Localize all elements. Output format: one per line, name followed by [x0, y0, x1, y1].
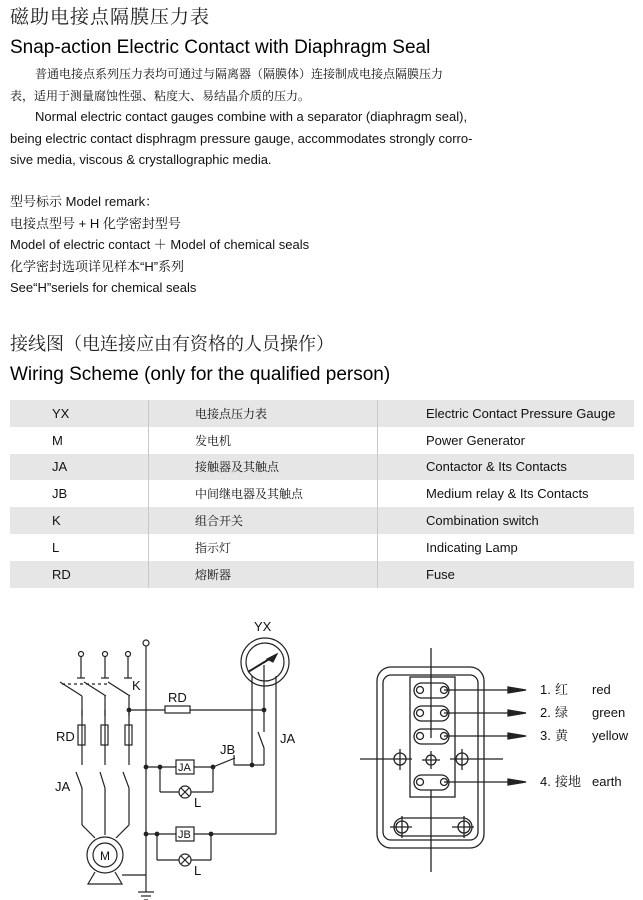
terminal-block-diagram — [350, 640, 643, 880]
cell-en: Contactor & Its Contacts — [378, 454, 635, 481]
fuses-rd — [78, 710, 132, 765]
cell-en: Medium relay & Its Contacts — [426, 486, 589, 502]
terminal-color-cn: 绿 — [555, 705, 569, 720]
intro-en-line: being electric contact disphragm pressure gauge, accommodates strongly corro- — [10, 130, 473, 146]
legend-table — [10, 400, 634, 588]
label-rd-left: RD — [56, 729, 75, 744]
model-remark-heading: 型号标示 Model remark： — [10, 194, 159, 209]
table-row — [10, 400, 634, 427]
intro-en-line: Normal electric contact gauges combine with a separator (diaphragm seal), — [35, 109, 468, 124]
bus-terminal — [143, 640, 149, 646]
page-title-cn: 磁助电接点隔膜压力表 — [10, 6, 211, 28]
cell-cn: 接触器及其触点 — [149, 454, 378, 481]
model-remark — [10, 191, 309, 299]
label-l1: L — [194, 795, 202, 810]
label-ja-left: JA — [55, 779, 71, 794]
label-jb-box: JB — [178, 829, 191, 841]
terminal-number: 4. — [540, 774, 551, 789]
wiring-diagram — [40, 610, 310, 900]
cell-cn: 电接点压力表 — [149, 400, 378, 427]
combination-switch-k — [60, 682, 130, 716]
cell-en: Power Generator — [426, 432, 525, 448]
label-ja-right: JA — [280, 731, 296, 746]
cell-en: Electric Contact Pressure Gauge — [378, 400, 635, 427]
table-row — [10, 534, 634, 561]
cell-code: K — [10, 507, 149, 534]
ground-icon — [138, 892, 154, 900]
page-title-en: Snap-action Electric Contact with Diaphragm Seal — [10, 37, 431, 58]
contactor-contacts-ja — [76, 772, 129, 838]
cell-cn: 熔断器 — [149, 561, 378, 588]
intro-cn — [10, 64, 640, 107]
terminal-color-cn: 红 — [555, 682, 569, 697]
cell-code: L — [10, 534, 149, 561]
model-line: 电接点型号 + H 化学密封型号 — [10, 215, 181, 231]
cell-cn: 组合开关 — [149, 507, 378, 534]
cell-cn: 发电机 — [149, 427, 378, 454]
label-k: K — [132, 678, 141, 693]
cell-code: JB — [10, 480, 149, 507]
label-jb: JB — [220, 742, 236, 757]
cell-code: JA — [10, 454, 149, 481]
relay-row-jb — [144, 827, 276, 866]
cell-cn: 指示灯 — [149, 534, 378, 561]
wire-arrows — [444, 687, 526, 785]
table-row — [10, 480, 634, 507]
terminal-color-cn: 黄 — [555, 728, 569, 743]
terminal-color-en: yellow — [592, 728, 629, 743]
label-m: M — [100, 849, 110, 863]
cell-code: YX — [10, 400, 149, 427]
label-yx: YX — [254, 619, 272, 634]
terminal-number: 2. — [540, 705, 551, 720]
wiring-heading-cn: 接线图（电连接应由有资格的人员操作） — [10, 334, 334, 355]
cell-code: M — [10, 427, 149, 454]
label-l2: L — [194, 863, 202, 878]
model-line: Model of electric contact ＋ Model of chemical seals — [10, 237, 310, 252]
terminal-color-en: green — [592, 705, 626, 720]
cell-en: Fuse — [378, 561, 635, 588]
terminal-number: 3. — [540, 728, 551, 743]
model-line: 化学密封选项详见样本“H”系列 — [10, 258, 185, 274]
cell-en: Indicating Lamp — [426, 539, 518, 555]
phase-terminals — [77, 652, 132, 679]
relay-row-ja — [144, 755, 252, 798]
terminal-color-en: red — [592, 682, 611, 697]
label-ja-box: JA — [178, 762, 191, 774]
cell-code: RD — [10, 561, 149, 588]
cell-en: Combination switch — [378, 507, 635, 534]
table-row — [10, 561, 634, 588]
wiring-heading-en: Wiring Scheme (only for the qualified person) — [10, 364, 391, 385]
model-line: See“H”seriels for chemical seals — [10, 280, 197, 295]
intro-cn-line: 表，适用于测量腐蚀性强、粘度大、易结晶介质的压力。 — [10, 88, 311, 103]
terminal-color-en: earth — [592, 774, 622, 789]
table-row — [10, 454, 634, 481]
terminal-color-cn: 接地 — [555, 774, 582, 789]
table-row — [10, 427, 634, 454]
fuse-rd-top — [165, 706, 190, 713]
label-rd-top: RD — [168, 690, 187, 705]
intro-cn-line: 普通电接点系列压力表均可通过与隔离器（隔膜体）连接制成电接点隔膜压力 — [35, 67, 444, 81]
intro-en-line: sive media, viscous & crystallographic media. — [10, 152, 272, 167]
intro-en — [10, 106, 640, 171]
terminal-number: 1. — [540, 682, 551, 697]
cell-cn: 中间继电器及其触点 — [149, 480, 378, 507]
table-row — [10, 507, 634, 534]
